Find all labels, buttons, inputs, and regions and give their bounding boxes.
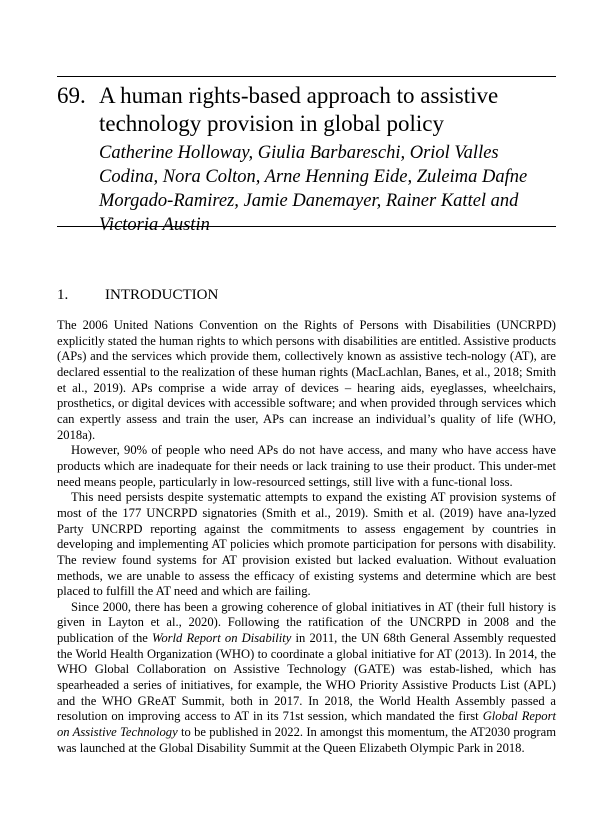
chapter-title	[57, 82, 556, 138]
chapter-header	[57, 82, 556, 237]
paragraph-3: This need persists despite systematic attempts to expand the existing AT provision systems of most of the 177 UNCRPD signatories (Smith et al., 2019). Smith et al. (2019) have ana-lyzed Party UNCRPD reporting against the commitments to assess engagement by countries in developing and implementing AT policies which promote participation for persons with disability. The review found systems for AT provision existed but lacked evaluation. Without evaluation methods, we are unable to assess the efficacy of existing systems and determine which are best placed to fulfill the AT need and which are failing.	[57, 490, 556, 599]
section-heading	[57, 286, 218, 304]
header-bottom-rule	[57, 226, 556, 227]
paragraph-4	[57, 600, 556, 757]
chapter-title-text: A human rights-based approach to assistive technology provision in global policy	[99, 83, 499, 136]
paragraph-4-italic-1: World Report on Disability	[152, 631, 292, 646]
chapter-authors: Catherine Holloway, Giulia Barbareschi, Oriol Valles Codina, Nora Colton, Arne Henning Eide, Zuleima Dafne Morgado-Ramirez, Jamie Danemayer, Rainer Kattel and Victoria Austin	[99, 143, 528, 235]
chapter-number: 69.	[57, 83, 86, 108]
paragraph-2: However, 90% of people who need APs do not have access, and many who have access have products which are inadequate for their needs or lack training to use their product. This under-met need means people, particularly in low-resourced settings, still live with a func-tional loss.	[57, 443, 556, 489]
paragraph-4-part-c: to be published in 2022. In amongst this momentum, the AT2030 program was launched at the Global Disability Summit at the Queen Elizabeth Olympic Park in 2018.	[57, 725, 556, 755]
paragraph-4-part-b: in 2011, the UN 68th General Assembly requested the World Health Organization (WHO) to coordinate a global initiative for AT (2013). In 2014, the WHO Global Collaboration on Assistive Technology (GATE) was estab-lished, which has spearheaded a series of initiatives, for example, the WHO Priority Assistive Products List (APL) and the WHO GReAT Summit, both in 2017. In 2018, the World Health Assembly passed a resolution on improving access to AT in its 71st session, which mandated the first	[57, 631, 556, 724]
section-title: INTRODUCTION	[105, 287, 219, 303]
body-text	[57, 318, 556, 756]
header-top-rule	[57, 76, 556, 77]
paragraph-4-part-a: Since 2000, there has been a growing coherence of global initiatives in AT (their full history is given in Layton et al., 2020). Following the ratification of the UNCRPD in 2008 and the publication of the	[57, 599, 556, 646]
section-number: 1.	[57, 287, 69, 303]
paragraph-4-italic-2: Global Report on Assistive Technology	[57, 709, 556, 740]
paragraph-1: The 2006 United Nations Convention on the Rights of Persons with Disabilities (UNCRPD) explicitly stated the human rights to which persons with disabilities are entitled. Assistive products (APs) and the services which provide them, collectively known as assistive tech-nology (AT), are declared essential to the realization of these human rights (MacLachlan, Banes, et al., 2018; Smith et al., 2019). APs comprise a wide array of devices – hearing aids, eyeglasses, wheelchairs, prosthetics, or digital devices with accessible software; and when provided through services which can expertly assess and train the user, APs can increase an individual’s quality of life (WHO, 2018a).	[57, 318, 556, 442]
